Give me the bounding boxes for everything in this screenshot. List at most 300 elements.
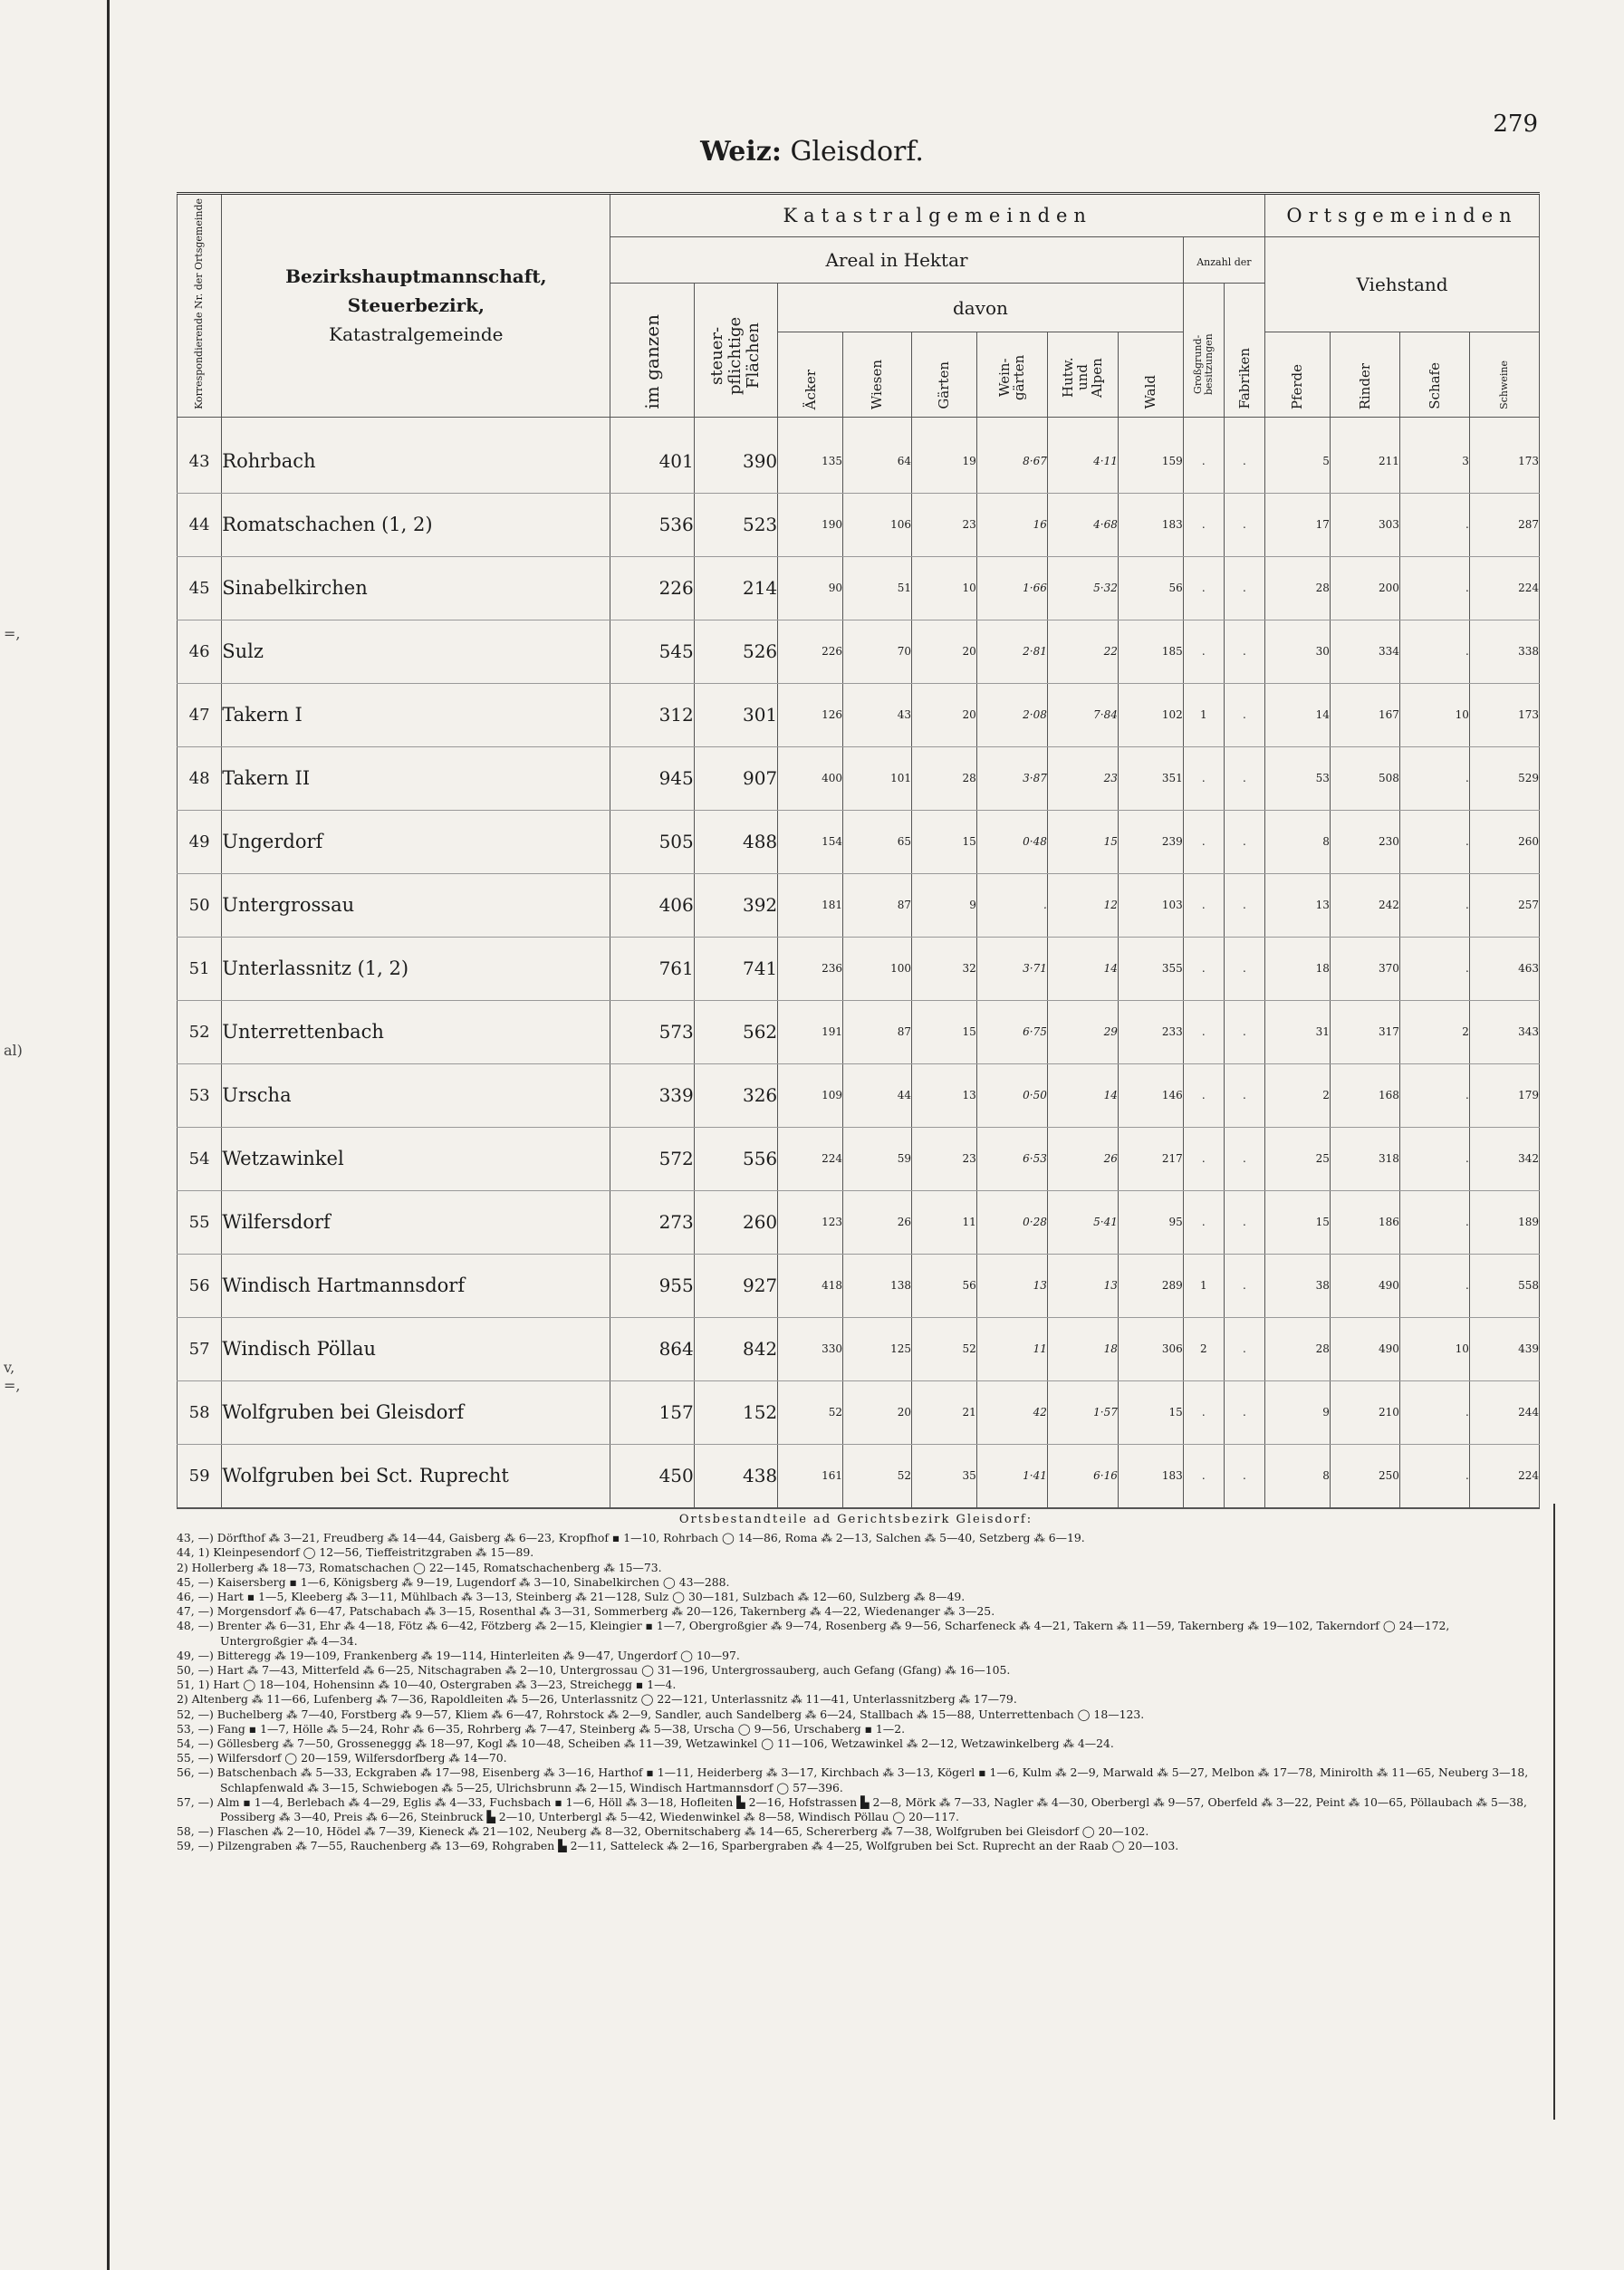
cell-fabr: . [1224,1190,1264,1254]
cell-schweine: 338 [1469,620,1539,683]
cell-nr: 57 [178,1317,222,1380]
cell-hutw: 23 [1047,746,1118,810]
table-row [178,746,1540,810]
cell-wiesen: 20 [843,1380,912,1444]
cell-pferde: 30 [1265,620,1331,683]
header-viehstand: Viehstand [1265,237,1540,332]
cell-fabr: . [1224,1444,1264,1508]
header-katastral: Katastralgemeinden [610,194,1265,237]
table-row [178,430,1540,494]
cell-wein: 0·50 [976,1063,1047,1127]
cell-schafe: 3 [1399,430,1469,494]
cell-schafe: . [1399,810,1469,873]
cell-hutw: 18 [1047,1317,1118,1380]
cell-ganzen: 339 [610,1063,694,1127]
header-fabriken: Fabriken [1224,284,1264,417]
cell-hutw: 14 [1047,1063,1118,1127]
header-weingaerten: Wein-gärten [976,332,1047,418]
cell-schweine: 173 [1469,683,1539,746]
cell-wald: 185 [1118,620,1183,683]
cell-wein: 8·67 [976,430,1047,494]
cell-schweine: 224 [1469,1444,1539,1508]
cell-schafe: . [1399,1254,1469,1317]
cell-schweine: 558 [1469,1254,1539,1317]
margin-mark: =, [4,1377,21,1394]
cell-rinder: 490 [1330,1254,1399,1317]
binding-edge [0,0,110,2270]
cell-gross: 1 [1183,683,1224,746]
cell-schafe: . [1399,873,1469,937]
cell-nr: 44 [178,493,222,556]
cell-name: Sinabelkirchen [222,556,610,620]
cell-fabr: . [1224,1317,1264,1380]
cell-schafe: . [1399,493,1469,556]
cell-schweine: 257 [1469,873,1539,937]
cell-ganzen: 864 [610,1317,694,1380]
cell-wein: 6·75 [976,1000,1047,1063]
note-line: 52, —) Buchelberg ⁂ 7—40, Forstberg ⁂ 9—57, Kliem ⁂ 6—47, Rohrstock ⁂ 2—9, Sandler, auch Sandelberg ⁂ 6—24, Stallbach ⁂ 15—88, Unterrettenbach ◯ 18—123. [177,1707,1145,1721]
cell-wiesen: 70 [843,620,912,683]
note-line: 45, —) Kaisersberg ▪ 1—6, Königsberg ⁂ 9—19, Lugendorf ⁂ 3—10, Sinabelkirchen ◯ 43—288. [177,1574,730,1589]
header-grossgrund: Großgrund-besitzungen [1183,284,1224,417]
cell-name: Romatschachen (1, 2) [222,493,610,556]
cell-gross: . [1183,1444,1224,1508]
note-line: 49, —) Bitteregg ⁂ 19—109, Frankenberg ⁂ 19—114, Hinterleiten ⁂ 9—47, Ungerdorf ◯ 10—97. [177,1648,740,1662]
cell-name: Windisch Pöllau [222,1317,610,1380]
cell-name: Wolfgruben bei Gleisdorf [222,1380,610,1444]
cell-wald: 102 [1118,683,1183,746]
cell-wiesen: 65 [843,810,912,873]
cell-hutw: 15 [1047,810,1118,873]
cell-pferde: 9 [1265,1380,1331,1444]
cell-wein: 13 [976,1254,1047,1317]
cell-ganzen: 572 [610,1127,694,1190]
cell-aecker: 418 [778,1254,843,1317]
cell-hutw: 5·41 [1047,1190,1118,1254]
cell-pferde: 38 [1265,1254,1331,1317]
cell-hutw: 12 [1047,873,1118,937]
cell-steuer: 152 [694,1380,777,1444]
table-row [178,620,1540,683]
cell-gaerten: 13 [911,1063,976,1127]
cell-aecker: 161 [778,1444,843,1508]
note-line: 2) Altenberg ⁂ 11—66, Lufenberg ⁂ 7—36, Rapoldleiten ⁂ 5—26, Unterlassnitz ◯ 22—121, Unterlassnitz ⁂ 11—41, Unterlassnitzberg ⁂ 17—79. [177,1692,1017,1707]
cell-wein: 16 [976,493,1047,556]
cell-rinder: 210 [1330,1380,1399,1444]
cell-steuer: 488 [694,810,777,873]
cell-fabr: . [1224,620,1264,683]
cell-wald: 239 [1118,810,1183,873]
cell-gross: . [1183,1000,1224,1063]
header-gaerten: Gärten [911,332,976,418]
table-row [178,1254,1540,1317]
cell-fabr: . [1224,493,1264,556]
cell-name: Urscha [222,1063,610,1127]
cell-hutw: 22 [1047,620,1118,683]
cell-name: Windisch Hartmannsdorf [222,1254,610,1317]
header-number: Korrespondierende Nr. der Ortsgemeinde [178,194,222,418]
notes-title: Ortsbestandteile ad Gerichtsbezirk Gleisdorf: [678,1513,1033,1526]
cell-gross: . [1183,556,1224,620]
cell-fabr: . [1224,1380,1264,1444]
note-line: 47, —) Morgensdorf ⁂ 6—47, Patschabach ⁂ 3—15, Rosenthal ⁂ 3—31, Sommerberg ⁂ 20—126, Takernberg ⁂ 4—22, Wiedenanger ⁂ 3—25. [177,1604,995,1619]
cell-schafe: . [1399,556,1469,620]
cell-name: Unterlassnitz (1, 2) [222,937,610,1000]
cell-ganzen: 401 [610,430,694,494]
margin-mark: =, [4,625,21,642]
cell-wald: 217 [1118,1127,1183,1190]
cell-steuer: 390 [694,430,777,494]
cell-fabr: . [1224,746,1264,810]
cell-gross: 1 [1183,1254,1224,1317]
cell-pferde: 18 [1265,937,1331,1000]
cell-aecker: 236 [778,937,843,1000]
cell-wiesen: 125 [843,1317,912,1380]
cell-pferde: 53 [1265,746,1331,810]
cell-gaerten: 56 [911,1254,976,1317]
cell-gaerten: 35 [911,1444,976,1508]
cell-gross: . [1183,746,1224,810]
cell-wein: 1·66 [976,556,1047,620]
margin-mark: al) [4,1042,23,1059]
cell-wiesen: 26 [843,1190,912,1254]
cell-wiesen: 87 [843,873,912,937]
cell-pferde: 8 [1265,1444,1331,1508]
cell-gross: . [1183,430,1224,494]
cell-steuer: 562 [694,1000,777,1063]
cell-ganzen: 312 [610,683,694,746]
cell-wein: 6·53 [976,1127,1047,1190]
cell-steuer: 927 [694,1254,777,1317]
cell-rinder: 508 [1330,746,1399,810]
cell-ganzen: 573 [610,1000,694,1063]
cell-steuer: 526 [694,620,777,683]
cell-gaerten: 21 [911,1380,976,1444]
cell-rinder: 318 [1330,1127,1399,1190]
note-line: 54, —) Göllesberg ⁂ 7—50, Grosseneggg ⁂ 18—97, Kogl ⁂ 10—48, Scheiben ⁂ 11—39, Wetzawinkel ◯ 11—106, Wetzawinkel ⁂ 2—12, Wetzawinkelberg ⁂ 4—24. [177,1736,1114,1751]
cell-fabr: . [1224,683,1264,746]
cell-rinder: 317 [1330,1000,1399,1063]
page-title [0,136,1624,168]
cell-name: Rohrbach [222,430,610,494]
cell-gaerten: 9 [911,873,976,937]
cell-wald: 146 [1118,1063,1183,1127]
cell-aecker: 90 [778,556,843,620]
cell-schweine: 287 [1469,493,1539,556]
cell-rinder: 303 [1330,493,1399,556]
page-number: 279 [1493,111,1538,138]
note-line: 56, —) Batschenbach ⁂ 5—33, Eckgraben ⁂ 17—98, Eisenberg ⁂ 3—16, Harthof ▪ 1—11, Heiderberg ⁂ 3—17, Kirchbach ⁂ 3—13, Kögerl ▪ 1—6, Kulm ⁂ 2—9, Marwald ⁂ 5—27, Melbon ⁂ 17—78, Minirolth ⁂ 11—65, Neuberg 3—18, Schlapfenwald ⁂ 3—15, Schwiebogen ⁂ 5—25, Ulrichsbrunn ⁂ 2—15, Windisch Hartmannsdorf ◯ 57—396. [177,1765,1529,1794]
cell-schafe: . [1399,1380,1469,1444]
cell-fabr: . [1224,937,1264,1000]
cell-nr: 52 [178,1000,222,1063]
header-wiesen: Wiesen [843,332,912,418]
cell-schweine: 260 [1469,810,1539,873]
cell-schafe: . [1399,1444,1469,1508]
table-row [178,873,1540,937]
cell-wald: 56 [1118,556,1183,620]
cell-schweine: 224 [1469,556,1539,620]
cell-gross: . [1183,873,1224,937]
cell-hutw: 1·57 [1047,1380,1118,1444]
margin-mark: v, [4,1359,15,1376]
cell-gaerten: 10 [911,556,976,620]
cell-gross: . [1183,937,1224,1000]
cell-nr: 51 [178,937,222,1000]
cell-steuer: 907 [694,746,777,810]
cell-wiesen: 52 [843,1444,912,1508]
note-line: 50, —) Hart ⁂ 7—43, Mitterfeld ⁂ 6—25, Nitschagraben ⁂ 2—10, Untergrossau ◯ 31—196, Untergrossauberg, auch Gefang (Gfang) ⁂ 16—105. [177,1663,1011,1678]
header-areal: Areal in Hektar [610,237,1183,284]
cell-name: Wolfgruben bei Sct. Ruprecht [222,1444,610,1508]
cell-wald: 183 [1118,1444,1183,1508]
note-line: 44, 1) Kleinpesendorf ◯ 12—56, Tieffeistritzgraben ⁂ 15—89. [177,1545,534,1560]
cell-steuer: 392 [694,873,777,937]
cell-pferde: 17 [1265,493,1331,556]
cell-wald: 103 [1118,873,1183,937]
cell-wein: . [976,873,1047,937]
cell-wein: 2·08 [976,683,1047,746]
cell-nr: 53 [178,1063,222,1127]
cell-fabr: . [1224,1254,1264,1317]
table-row [178,556,1540,620]
note-line: 46, —) Hart ▪ 1—5, Kleeberg ⁂ 3—11, Mühlbach ⁂ 3—13, Steinberg ⁂ 21—128, Sulz ◯ 30—181, Sulzbach ⁂ 12—60, Sulzberg ⁂ 8—49. [177,1590,966,1604]
cell-hutw: 14 [1047,937,1118,1000]
header-hutweiden: Hutw. und Alpen [1047,332,1118,418]
cell-schafe: . [1399,620,1469,683]
cell-ganzen: 450 [610,1444,694,1508]
cell-nr: 46 [178,620,222,683]
cell-wein: 3·71 [976,937,1047,1000]
cell-rinder: 200 [1330,556,1399,620]
cell-aecker: 191 [778,1000,843,1063]
cell-nr: 50 [178,873,222,937]
cell-schafe: . [1399,1063,1469,1127]
statistics-table [177,192,1540,1509]
cell-gaerten: 32 [911,937,976,1000]
cell-gross: . [1183,1380,1224,1444]
cell-nr: 54 [178,1127,222,1190]
cell-nr: 48 [178,746,222,810]
cell-schafe: . [1399,746,1469,810]
header-schafe: Schafe [1399,332,1469,418]
cell-gross: . [1183,620,1224,683]
cell-schweine: 343 [1469,1000,1539,1063]
cell-wiesen: 51 [843,556,912,620]
cell-gaerten: 23 [911,1127,976,1190]
note-line: 55, —) Wilfersdorf ◯ 20—159, Wilfersdorfberg ⁂ 14—70. [177,1751,507,1765]
cell-steuer: 301 [694,683,777,746]
cell-gaerten: 11 [911,1190,976,1254]
header-steuerpflichtig: steuer-pflichtige Flächen [694,284,777,417]
cell-ganzen: 157 [610,1380,694,1444]
cell-wiesen: 138 [843,1254,912,1317]
note-line: 53, —) Fang ▪ 1—7, Hölle ⁂ 5—24, Rohr ⁂ 6—35, Rohrberg ⁂ 7—47, Steinberg ⁂ 5—38, Urscha ◯ 9—56, Urschaberg ▪ 1—2. [177,1721,906,1736]
cell-gross: . [1183,493,1224,556]
cell-aecker: 226 [778,620,843,683]
cell-ganzen: 761 [610,937,694,1000]
cell-name: Wilfersdorf [222,1190,610,1254]
header-wald: Wald [1118,332,1183,418]
cell-aecker: 123 [778,1190,843,1254]
cell-pferde: 28 [1265,556,1331,620]
cell-pferde: 25 [1265,1127,1331,1190]
cell-gross: . [1183,1190,1224,1254]
cell-rinder: 211 [1330,430,1399,494]
note-line: 48, —) Brenter ⁂ 6—31, Ehr ⁂ 4—18, Fötz ⁂ 6—42, Fötzberg ⁂ 2—15, Kleingier ▪ 1—7, Obergroßgier ⁂ 9—74, Rosenberg ⁂ 9—56, Scharfeneck ⁂ 4—21, Takern ⁂ 11—59, Takernberg ⁂ 19—102, Takerndorf ◯ 24—172, Untergroßgier ⁂ 4—34. [177,1619,1450,1648]
cell-pferde: 2 [1265,1063,1331,1127]
cell-gross: . [1183,810,1224,873]
cell-name: Untergrossau [222,873,610,937]
note-line: 43, —) Dörfthof ⁂ 3—21, Freudberg ⁂ 14—44, Gaisberg ⁂ 6—23, Kropfhof ▪ 1—10, Rohrbach ◯ 14—86, Roma ⁂ 2—13, Salchen ⁂ 5—40, Setzberg ⁂ 6—19. [177,1531,1085,1545]
table-row [178,1317,1540,1380]
cell-aecker: 126 [778,683,843,746]
cell-wald: 306 [1118,1317,1183,1380]
title-district: Weiz: [700,136,782,168]
header-aecker: Äcker [778,332,843,418]
cell-gaerten: 20 [911,683,976,746]
cell-wiesen: 106 [843,493,912,556]
cell-nr: 43 [178,430,222,494]
cell-wein: 3·87 [976,746,1047,810]
cell-rinder: 490 [1330,1317,1399,1380]
table-row [178,1127,1540,1190]
cell-ganzen: 273 [610,1190,694,1254]
cell-schafe: . [1399,1190,1469,1254]
cell-steuer: 523 [694,493,777,556]
cell-wiesen: 87 [843,1000,912,1063]
note-line: 58, —) Flaschen ⁂ 2—10, Hödel ⁂ 7—39, Kieneck ⁂ 21—102, Neuberg ⁂ 8—32, Obernitschaberg ⁂ 14—65, Schererberg ⁂ 7—38, Wolfgruben bei Gleisdorf ◯ 20—102. [177,1824,1149,1839]
header-rinder: Rinder [1330,332,1399,418]
cell-wein: 0·48 [976,810,1047,873]
header-schweine: Schweine [1469,332,1539,418]
locality-notes [177,1513,1535,1854]
cell-gross: . [1183,1127,1224,1190]
cell-gaerten: 23 [911,493,976,556]
cell-schweine: 439 [1469,1317,1539,1380]
cell-rinder: 186 [1330,1190,1399,1254]
cell-ganzen: 955 [610,1254,694,1317]
cell-rinder: 230 [1330,810,1399,873]
cell-nr: 45 [178,556,222,620]
cell-pferde: 14 [1265,683,1331,746]
cell-wein: 11 [976,1317,1047,1380]
table-row [178,1444,1540,1508]
cell-fabr: . [1224,430,1264,494]
cell-pferde: 15 [1265,1190,1331,1254]
note-line: 57, —) Alm ▪ 1—4, Berlebach ⁂ 4—29, Eglis ⁂ 4—33, Fuchsbach ▪ 1—6, Höll ⁂ 3—18, Hofleiten ▙ 2—16, Hofstrassen ▙ 2—8, Mörk ⁂ 7—33, Nagler ⁂ 4—30, Oberbergl ⁂ 9—57, Oberfeld ⁂ 3—22, Peint ⁂ 10—65, Pöllaubach ⁂ 5—38, Possiberg ⁂ 3—40, Preis ⁂ 6—26, Steinbruck ▙ 2—10, Unterbergl ⁂ 5—42, Wiedenwinkel ⁂ 8—58, Windisch Pöllau ◯ 20—117. [177,1794,1527,1824]
cell-gaerten: 15 [911,810,976,873]
header-anzahl: Anzahl der [1183,237,1264,284]
cell-fabr: . [1224,1000,1264,1063]
note-line: 51, 1) Hart ◯ 18—104, Hohensinn ⁂ 10—40, Ostergraben ⁂ 3—23, Streichegg ▪ 1—4. [177,1678,677,1692]
cell-ganzen: 406 [610,873,694,937]
cell-wiesen: 59 [843,1127,912,1190]
table-row [178,1063,1540,1127]
cell-wald: 15 [1118,1380,1183,1444]
cell-nr: 47 [178,683,222,746]
cell-gaerten: 28 [911,746,976,810]
cell-name: Wetzawinkel [222,1127,610,1190]
cell-wiesen: 64 [843,430,912,494]
cell-ganzen: 505 [610,810,694,873]
cell-aecker: 154 [778,810,843,873]
cell-gaerten: 19 [911,430,976,494]
cell-nr: 58 [178,1380,222,1444]
header-name: Bezirkshauptmannschaft, Steuerbezirk, Katastralgemeinde [222,194,610,418]
cell-schafe: 10 [1399,683,1469,746]
cell-hutw: 6·16 [1047,1444,1118,1508]
cell-schafe: . [1399,937,1469,1000]
cell-fabr: . [1224,1063,1264,1127]
cell-fabr: . [1224,873,1264,937]
cell-ganzen: 945 [610,746,694,810]
header-davon: davon [778,284,1184,332]
cell-hutw: 26 [1047,1127,1118,1190]
header-orts: Ortsgemeinden [1265,194,1540,237]
cell-fabr: . [1224,810,1264,873]
cell-wald: 351 [1118,746,1183,810]
cell-wein: 2·81 [976,620,1047,683]
cell-schweine: 189 [1469,1190,1539,1254]
cell-wald: 159 [1118,430,1183,494]
cell-nr: 49 [178,810,222,873]
cell-pferde: 31 [1265,1000,1331,1063]
cell-schafe: . [1399,1127,1469,1190]
cell-aecker: 52 [778,1380,843,1444]
table-row [178,937,1540,1000]
cell-pferde: 8 [1265,810,1331,873]
cell-wein: 0·28 [976,1190,1047,1254]
cell-rinder: 370 [1330,937,1399,1000]
table-row [178,1000,1540,1063]
cell-wald: 95 [1118,1190,1183,1254]
cell-steuer: 741 [694,937,777,1000]
table-row [178,1190,1540,1254]
cell-wald: 289 [1118,1254,1183,1317]
table-row [178,810,1540,873]
cell-wald: 355 [1118,937,1183,1000]
cell-steuer: 260 [694,1190,777,1254]
cell-pferde: 5 [1265,430,1331,494]
cell-name: Sulz [222,620,610,683]
cell-steuer: 214 [694,556,777,620]
cell-schafe: 2 [1399,1000,1469,1063]
table-row [178,1380,1540,1444]
cell-hutw: 4·68 [1047,493,1118,556]
cell-hutw: 5·32 [1047,556,1118,620]
cell-aecker: 181 [778,873,843,937]
cell-aecker: 330 [778,1317,843,1380]
cell-wiesen: 43 [843,683,912,746]
cell-rinder: 242 [1330,873,1399,937]
cell-pferde: 28 [1265,1317,1331,1380]
cell-aecker: 400 [778,746,843,810]
header-im-ganzen: im ganzen [610,284,694,417]
cell-nr: 56 [178,1254,222,1317]
cell-schweine: 342 [1469,1127,1539,1190]
cell-wiesen: 44 [843,1063,912,1127]
cell-gaerten: 20 [911,620,976,683]
cell-schweine: 463 [1469,937,1539,1000]
cell-gaerten: 52 [911,1317,976,1380]
cell-wein: 1·41 [976,1444,1047,1508]
cell-aecker: 135 [778,430,843,494]
header-pferde: Pferde [1265,332,1331,418]
cell-name: Unterrettenbach [222,1000,610,1063]
cell-steuer: 326 [694,1063,777,1127]
cell-name: Takern I [222,683,610,746]
